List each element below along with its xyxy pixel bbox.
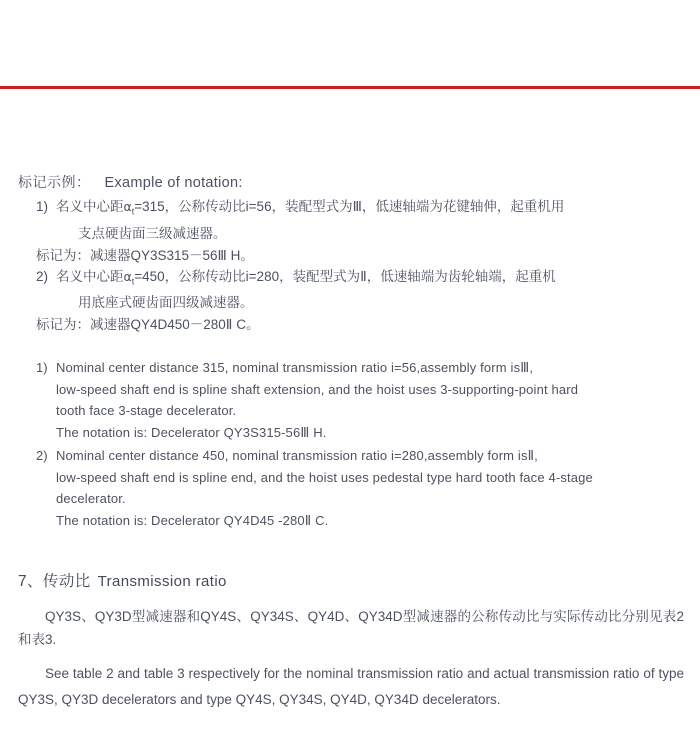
header-red-rule: [0, 86, 700, 89]
text-line: 用底座式硬齿面四级减速器。: [78, 295, 254, 311]
notation-heading-en: Example of notation:: [104, 175, 243, 191]
section-title-en: Transmission ratio: [97, 573, 227, 591]
line-part-b: =315，公称传动比i=56，装配型式为Ⅲ，低速轴端为花键轴伸，起重机用: [134, 199, 565, 214]
alpha-symbol: α: [123, 199, 132, 214]
page-header-band: [0, 0, 700, 88]
list-body: [56, 445, 700, 531]
list-item: [0, 196, 700, 244]
list-marker: 1): [36, 360, 48, 376]
text-line: low-speed shaft end is spline shaft extension, and the hoist uses 3-supporting-point hard: [56, 381, 579, 397]
section-title-cn: 传动比: [42, 573, 91, 591]
list-marker: 1): [36, 199, 49, 214]
list-marker: 2): [36, 448, 48, 464]
line-part-a: 名义中心距: [56, 199, 124, 214]
line-part-b: =450，公称传动比i=280，装配型式为Ⅱ，低速轴端为齿轮轴端，起重机: [134, 268, 556, 284]
text-line: The notation is: Decelerator QY4D45 -280Ⅱ C.: [56, 512, 329, 528]
notation-example-heading: [0, 172, 700, 192]
list-body: [56, 266, 700, 314]
text-line: [56, 266, 700, 293]
alpha-symbol: α: [123, 268, 132, 284]
text-line: 支点硬齿面三级减速器。: [78, 225, 227, 241]
notation-code-line-1: 标记为：减速器QY3S315－56Ⅲ H。: [36, 247, 254, 263]
text-line: low-speed shaft end is spline end, and the hoist uses pedestal type hard tooth face 4-stage: [56, 469, 593, 485]
text-line: decelerator.: [56, 491, 126, 507]
section-heading: [0, 571, 700, 593]
list-marker: 2): [36, 268, 49, 284]
english-notation-list: [0, 357, 700, 531]
alpha-subscript: t: [131, 206, 135, 217]
text-line: Nominal center distance 315, nominal transmission ratio i=56,assembly form isⅢ,: [56, 360, 534, 376]
text-line: [56, 196, 700, 223]
list-body: [56, 196, 700, 244]
line-part-a: 名义中心距: [56, 268, 124, 284]
list-item: [0, 445, 700, 531]
text-line: The notation is: Decelerator QY3S315-56Ⅲ H.: [56, 424, 327, 440]
alpha-subscript: t: [131, 276, 135, 287]
chinese-notation-list: [0, 196, 700, 335]
list-body: [56, 357, 700, 443]
text-line: Nominal center distance 450, nominal transmission ratio i=280,assembly form isⅡ,: [56, 448, 538, 464]
section-number: 7、: [18, 573, 43, 591]
document-content: [0, 172, 700, 713]
notation-code-line-2: 标记为：减速器QY4D450－280Ⅱ C。: [36, 317, 260, 333]
section-paragraph-en: See table 2 and table 3 respectively for the nominal transmission ratio and actual transmission ratio of type QY3S, QY3D decelerators and type QY4S, QY34S, QY4D, QY34D decelerators.: [18, 666, 684, 708]
text-line: tooth face 3-stage decelerator.: [56, 403, 237, 419]
list-item: [0, 266, 700, 314]
notation-heading-cn: 标记示例：: [18, 174, 91, 190]
section-paragraph-cn: QY3S、QY3D型减速器和QY4S、QY34S、QY4D、QY34D型减速器的公称传动比与实际传动比分别见表2和表3.: [18, 609, 684, 648]
list-item: [0, 357, 700, 443]
section-transmission-ratio: [0, 571, 700, 713]
